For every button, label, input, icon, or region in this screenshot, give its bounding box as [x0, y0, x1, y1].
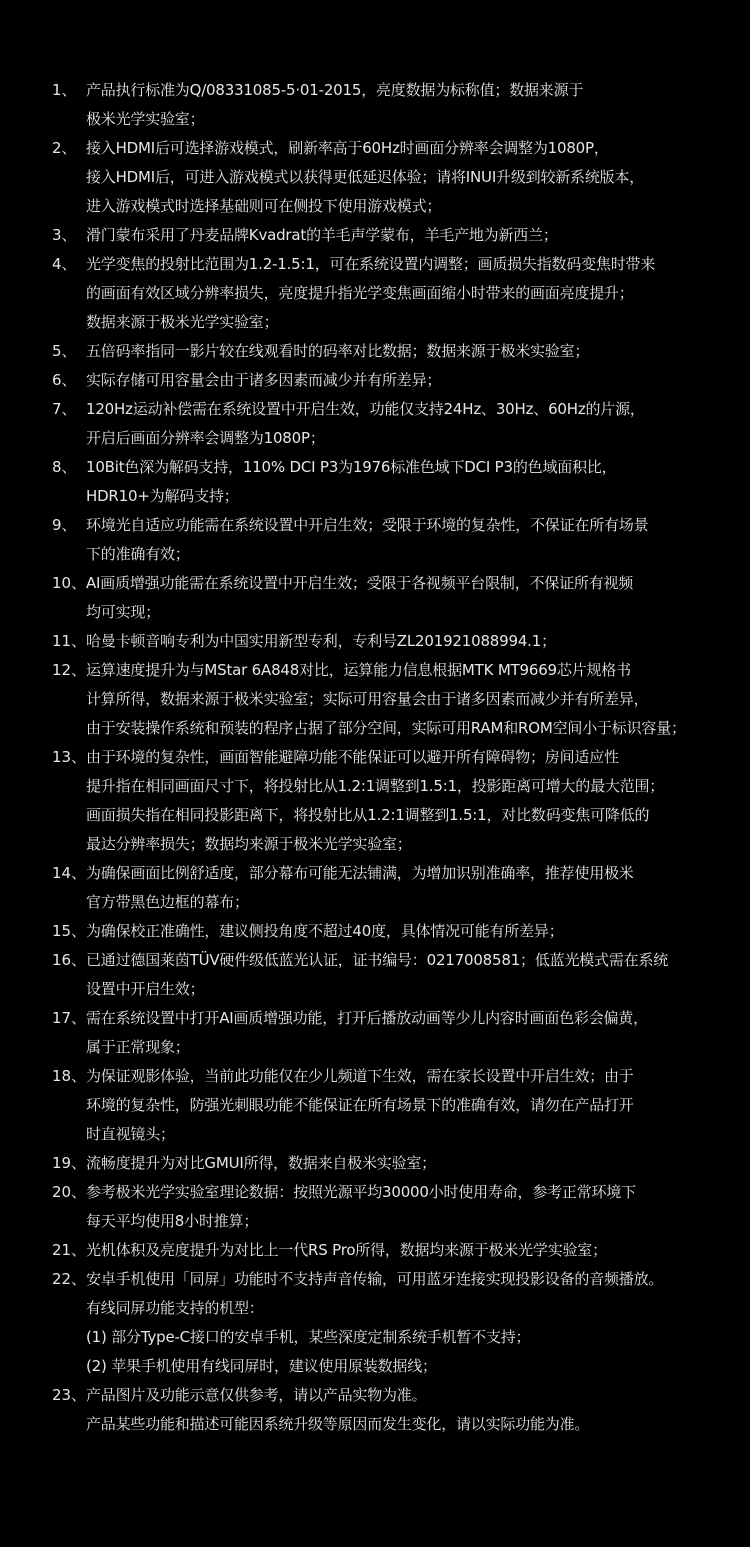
note-number: 20、: [52, 1183, 87, 1201]
note-line: (1) 部分Type-C接口的安卓手机，某些深度定制系统手机暂不支持；: [86, 1328, 531, 1346]
note-number: 2、: [52, 139, 77, 157]
note-line: 数据来源于极米光学实验室；: [86, 313, 279, 331]
note-line: AI画质增强功能需在系统设置中开启生效；受限于各视频平台限制，不保证所有视频: [86, 574, 634, 592]
note-item: [0, 1149, 750, 1178]
note-item: [0, 743, 750, 859]
disclaimer-notes: [0, 76, 750, 1439]
note-item: [0, 1265, 750, 1381]
note-line: 产品执行标准为Q/08331085-5·01-2015，亮度数据为标称值；数据来源于: [86, 81, 584, 99]
note-line: 实际存储可用容量会由于诸多因素而减少并有所差异；: [86, 371, 442, 389]
note-line: 需在系统设置中打开AI画质增强功能，打开后播放动画等少儿内容时画面色彩会偏黄，: [86, 1009, 648, 1027]
note-item: [0, 1178, 750, 1236]
note-line: 已通过德国莱茵TÜV硬件级低蓝光认证，证书编号：0217008581；低蓝光模式需在系统: [86, 951, 669, 969]
note-number: 4、: [52, 255, 77, 273]
note-line: 120Hz运动补偿需在系统设置中开启生效，功能仅支持24Hz、30Hz、60Hz的片源，: [86, 400, 645, 418]
note-item: [0, 627, 750, 656]
note-line: 计算所得，数据来源于极米实验室；实际可用容量会由于诸多因素而减少并有所差异，: [86, 690, 649, 708]
note-line: 流畅度提升为对比GMUI所得，数据来自极米实验室；: [86, 1154, 436, 1172]
note-number: 19、: [52, 1154, 87, 1172]
note-item: [0, 1062, 750, 1149]
note-number: 8、: [52, 458, 77, 476]
note-line: 为确保校正准确性，建议侧投角度不超过40度，具体情况可能有所差异；: [86, 922, 564, 940]
note-line: 进入游戏模式时选择基础则可在侧投下使用游戏模式；: [86, 197, 442, 215]
note-item: [0, 1236, 750, 1265]
note-number: 13、: [52, 748, 87, 766]
note-line: 哈曼卡顿音响专利为中国实用新型专利，专利号ZL201921088994.1；: [86, 632, 556, 650]
note-line: 光机体积及亮度提升为对比上一代RS Pro所得，数据均来源于极米光学实验室；: [86, 1241, 607, 1259]
note-number: 10、: [52, 574, 87, 592]
note-line: 开启后画面分辨率会调整为1080P；: [86, 429, 325, 447]
note-line: 滑门蒙布采用了丹麦品牌Kvadrat的羊毛声学蒙布，羊毛产地为新西兰；: [86, 226, 558, 244]
note-item: [0, 453, 750, 511]
note-number: 6、: [52, 371, 77, 389]
note-line: HDR10+为解码支持；: [86, 487, 239, 505]
note-line: 参考极米光学实验室理论数据：按照光源平均30000小时使用寿命，参考正常环境下: [86, 1183, 636, 1201]
note-item: [0, 76, 750, 134]
note-line: 由于安装操作系统和预装的程序占据了部分空间，实际可用RAM和ROM空间小于标识容量；: [86, 719, 686, 737]
note-line: 下的准确有效；: [86, 545, 190, 563]
note-line: 环境的复杂性，防强光刺眼功能不能保证在所有场景下的准确有效，请勿在产品打开: [86, 1096, 634, 1114]
note-line: 极米光学实验室；: [86, 110, 205, 128]
note-line: 光学变焦的投射比范围为1.2-1.5:1，可在系统设置内调整；画质损失指数码变焦时带来: [86, 255, 656, 273]
note-number: 14、: [52, 864, 87, 882]
note-line: 五倍码率指同一影片较在线观看时的码率对比数据；数据来源于极米实验室；: [86, 342, 590, 360]
note-line: 最达分辨率损失；数据均来源于极米光学实验室；: [86, 835, 412, 853]
note-line: 由于环境的复杂性，画面智能避障功能不能保证可以避开所有障碍物；房间适应性: [86, 748, 619, 766]
note-line: 的画面有效区域分辨率损失，亮度提升指光学变焦画面缩小时带来的画面亮度提升；: [86, 284, 634, 302]
note-line: 设置中开启生效；: [86, 980, 205, 998]
note-number: 7、: [52, 400, 77, 418]
note-number: 15、: [52, 922, 87, 940]
note-number: 17、: [52, 1009, 87, 1027]
note-line: 安卓手机使用「同屏」功能时不支持声音传输，可用蓝牙连接实现投影设备的音频播放。: [86, 1270, 664, 1288]
note-number: 1、: [52, 81, 77, 99]
note-line: 官方带黑色边框的幕布；: [86, 893, 249, 911]
note-line: (2) 苹果手机使用有线同屏时，建议使用原装数据线；: [86, 1357, 437, 1375]
note-item: [0, 946, 750, 1004]
note-line: 产品某些功能和描述可能因系统升级等原因而发生变化，请以实际功能为准。: [86, 1415, 590, 1433]
note-item: [0, 859, 750, 917]
note-item: [0, 1004, 750, 1062]
note-item: [0, 221, 750, 250]
note-number: 3、: [52, 226, 77, 244]
note-number: 22、: [52, 1270, 87, 1288]
note-line: 为确保画面比例舒适度，部分幕布可能无法铺满，为增加识别准确率，推荐使用极米: [86, 864, 634, 882]
note-line: 均可实现；: [86, 603, 161, 621]
note-item: [0, 366, 750, 395]
note-line: 有线同屏功能支持的机型：: [86, 1299, 264, 1317]
note-line: 接入HDMI后，可进入游戏模式以获得更低延迟体验；请将INUI升级到较新系统版本，: [86, 168, 645, 186]
note-item: [0, 134, 750, 221]
note-item: [0, 1381, 750, 1439]
note-item: [0, 511, 750, 569]
note-line: 环境光自适应功能需在系统设置中开启生效；受限于环境的复杂性，不保证在所有场景: [86, 516, 649, 534]
note-number: 12、: [52, 661, 87, 679]
note-number: 11、: [52, 632, 87, 650]
note-number: 16、: [52, 951, 87, 969]
note-line: 画面损失指在相同投影距离下，将投射比从1.2:1调整到1.5:1，对比数码变焦可降低的: [86, 806, 650, 824]
note-item: [0, 917, 750, 946]
note-line: 10Bit色深为解码支持，110% DCI P3为1976标准色域下DCI P3的色域面积比，: [86, 458, 617, 476]
note-number: 18、: [52, 1067, 87, 1085]
note-line: 每天平均使用8小时推算；: [86, 1212, 259, 1230]
note-number: 5、: [52, 342, 77, 360]
note-item: [0, 569, 750, 627]
note-line: 为保证观影体验，当前此功能仅在少儿频道下生效，需在家长设置中开启生效；由于: [86, 1067, 634, 1085]
note-item: [0, 656, 750, 743]
note-line: 接入HDMI后可选择游戏模式，刷新率高于60Hz时画面分辨率会调整为1080P，: [86, 139, 609, 157]
note-line: 时直视镜头；: [86, 1125, 175, 1143]
note-number: 21、: [52, 1241, 87, 1259]
note-line: 提升指在相同画面尺寸下，将投射比从1.2:1调整到1.5:1，投影距离可增大的最大范围；: [86, 777, 665, 795]
note-number: 9、: [52, 516, 77, 534]
note-line: 运算速度提升为与MStar 6A848对比，运算能力信息根据MTK MT9669芯片规格书: [86, 661, 631, 679]
note-item: [0, 395, 750, 453]
note-line: 属于正常现象；: [86, 1038, 190, 1056]
note-number: 23、: [52, 1386, 87, 1404]
note-line: 产品图片及功能示意仅供参考，请以产品实物为准。: [86, 1386, 427, 1404]
note-item: [0, 250, 750, 337]
note-item: [0, 337, 750, 366]
